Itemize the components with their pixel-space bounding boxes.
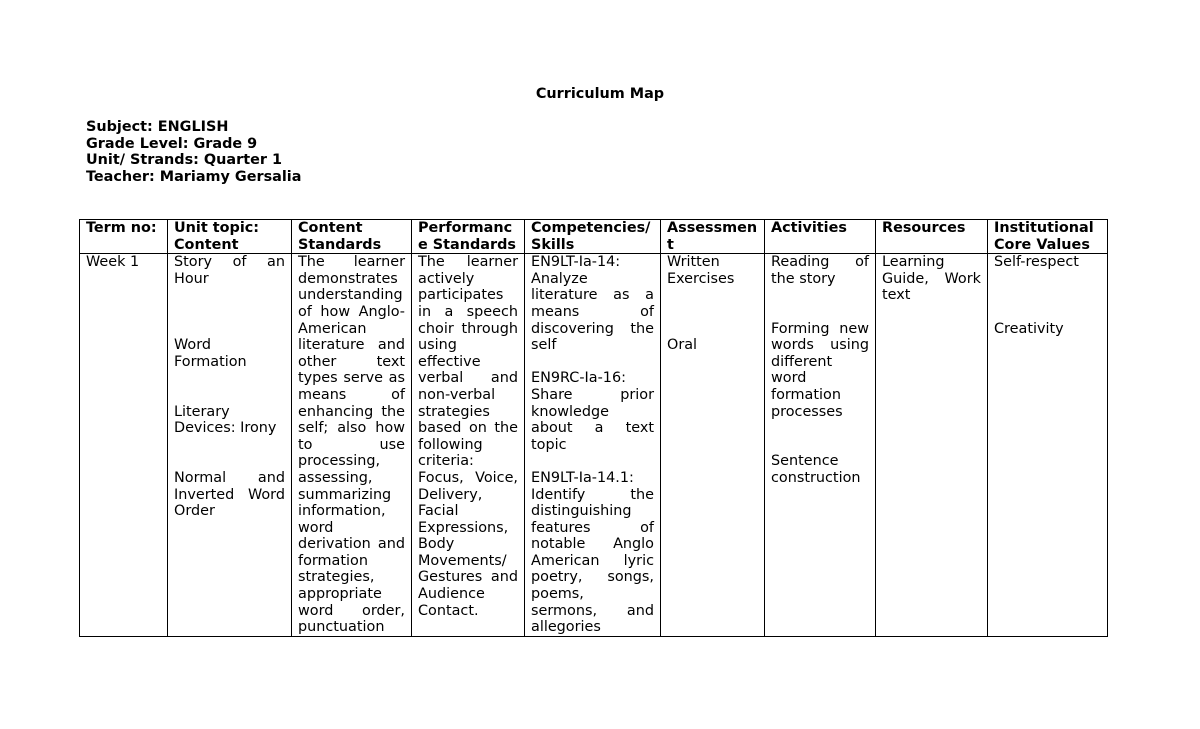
unit-topic-cell <box>168 254 292 637</box>
teacher-label: Teacher: Mariamy Gersalia <box>86 168 302 185</box>
activity-item: Forming new words using different word formation processes <box>771 320 869 420</box>
assessment-item: Written Exercises <box>667 254 735 287</box>
page-title: Curriculum Map <box>535 86 665 102</box>
content-standards-cell: The learner demonstrates understanding of how Anglo-American literature and other text types serve as means of enhancing the self; also how to use processing, assessing, summarizing information, word derivation and formation strategies, appropriate word order, punctuation <box>292 254 412 637</box>
header-competencies: Competencies/ Skills <box>525 220 661 254</box>
competencies-cell <box>525 254 661 637</box>
header-core-values: Institutional Core Values <box>988 220 1108 254</box>
subject-label: Subject: ENGLISH <box>86 119 229 135</box>
header-term: Term no: <box>80 220 168 254</box>
competency-item: EN9LT-Ia-14: Analyze literature as a means of discovering the self <box>531 254 654 354</box>
topic-item: Story of an Hour <box>174 254 285 287</box>
activities-cell <box>765 254 876 637</box>
table-row <box>80 254 1108 637</box>
header-activities: Activities <box>765 220 876 254</box>
resources-cell: Learning Guide, Work text <box>876 254 988 637</box>
unit-strands-label: Unit/ Strands: Quarter 1 <box>86 152 282 169</box>
table-header-row <box>80 220 1108 254</box>
performance-standards-cell: The learner actively participates in a speech choir through using effective verbal and non-verbal strategies based on the following criteria: Focus, Voice, Delivery, Facial Expressions, Body Movements/ Gestures and Audience Contact. <box>412 254 525 637</box>
activity-item: Reading of the story <box>771 254 869 287</box>
header-assessment: Assessment <box>661 220 765 254</box>
header-resources: Resources <box>876 220 988 254</box>
header-performance-standards: Performance Standards <box>412 220 525 254</box>
core-values-cell <box>988 254 1108 637</box>
assessment-item: Oral <box>667 337 698 354</box>
header-unit-topic: Unit topic: Content <box>168 220 292 254</box>
curriculum-table <box>79 219 1108 637</box>
term-cell: Week 1 <box>80 254 168 637</box>
competency-item: EN9RC-Ia-16: Share prior knowledge about a text topic <box>531 370 654 453</box>
topic-item: Normal and Inverted Word Order <box>174 469 285 520</box>
topic-item: Word Formation <box>174 337 247 370</box>
document-meta <box>86 119 301 185</box>
competency-item: EN9LT-Ia-14.1: Identify the distinguishing features of notable Anglo American lyric poetry, songs, poems, sermons, and allegories <box>531 469 654 636</box>
core-value-item: Creativity <box>994 320 1064 337</box>
grade-level-label: Grade Level: Grade 9 <box>86 135 258 152</box>
topic-item: Literary Devices: Irony <box>174 403 277 437</box>
assessment-cell <box>661 254 765 637</box>
activity-item: Sentence construction <box>771 453 861 486</box>
core-value-item: Self-respect <box>994 254 1079 271</box>
header-content-standards: Content Standards <box>292 220 412 254</box>
